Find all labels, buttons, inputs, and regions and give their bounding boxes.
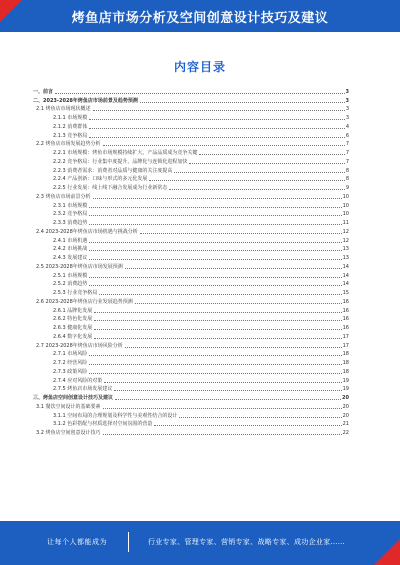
toc-entry[interactable] [33,235,349,244]
toc-entry-label: 2.7.3 政策风险 [53,368,88,375]
toc-entry-page: 6 [345,132,349,139]
toc-entry-label: 3.1.1 空间布局的合理规划及科学性与美观性结合的设计 [53,412,178,419]
toc-entry-label: 2.2.4 产品创新：口味与形式的多元化发展 [53,176,148,183]
toc-entry[interactable] [33,86,349,95]
toc-entry-label: 3.1 餐饮空间设计的基础要素 [36,403,101,410]
toc-entry-page: 12 [342,237,349,244]
toc-entry-page: 10 [342,193,349,200]
toc-entry-label: 2.5 2023-2028年烤鱼店市场发展预测 [36,263,123,270]
toc-entry-page: 8 [345,167,349,174]
toc-entry-page: 18 [342,368,349,375]
toc-entry[interactable] [33,182,349,191]
toc-entry[interactable] [33,401,349,410]
toc-entry[interactable] [33,226,349,235]
toc-entry-page: 3 [345,106,349,113]
footer-slogan: 让每个人都能成为 [47,538,107,546]
toc-entry-page: 7 [345,158,349,165]
toc-entry-page: 3 [345,115,349,121]
toc-entry-label: 2.1.2 消费群体 [53,123,88,130]
toc-entry-label: 2.7.4 应对风险的对策 [53,377,103,384]
toc-leader-dots [140,232,342,234]
toc-entry-page: 14 [342,263,349,270]
toc-entry-label: 3.1.2 色彩搭配与材质选择对空间氛围的营造 [53,421,153,428]
toc-leader-dots [114,389,341,391]
toc-leader-dots [169,188,344,190]
toc-entry[interactable] [33,331,349,340]
toc-entry-label: 2.1 烤鱼店市场现状概述 [36,106,91,113]
toc-entry[interactable] [33,174,349,183]
toc-entry-label: 2.4.3 发展建议 [53,255,88,261]
toc-entry-label: 一、前言 [33,88,54,95]
toc-leader-dots [125,346,342,348]
toc-entry-page: 20 [342,403,349,410]
toc-entry[interactable] [33,296,349,305]
toc-entry-label: 2.2.2 竞争格局：行业集中度提升，品牌化与连锁化进程加快 [53,158,188,165]
toc-leader-dots [89,127,345,129]
toc-entry-page: 14 [342,281,349,288]
toc-entry-label: 2.1.1 市场规模 [53,115,88,121]
toc-entry-label: 2.2.5 行业发展：线上线下融合发展成为行业新常态 [53,185,168,191]
toc-entry-page: 20 [342,412,349,419]
toc-entry-page: 12 [342,228,349,235]
toc-entry-page: 9 [345,185,349,191]
toc-entry-page: 20 [342,395,349,401]
toc-leader-dots [154,424,341,426]
toc-leader-dots [94,328,341,330]
toc-entry[interactable] [33,322,349,331]
toc-entry-page: 16 [342,325,349,331]
toc-entry-label: 二、2023-2028年烤鱼店市场前景及趋势预测 [33,97,138,104]
toc-entry-label: 2.2.1 市场规模：烤鱼市场规模持续扩大，产品品质成为竞争关键 [53,150,198,156]
toc-entry-label: 2.3.1 市场规模 [53,202,88,209]
toc-entry-page: 4 [345,123,349,130]
toc-entry-label: 2.5.3 行业竞争格局 [53,290,98,296]
toc-entry-page: 10 [342,202,349,209]
toc-entry[interactable] [33,287,349,296]
toc-entry-page: 18 [342,351,349,358]
toc-entry[interactable] [33,279,349,288]
toc-entry[interactable] [33,209,349,218]
toc-entry[interactable] [33,392,349,401]
toc-entry-page: 13 [342,246,349,253]
toc-entry-label: 2.6 2023-2028年烤鱼店行业发展趋势预测 [36,298,133,305]
toc-entry-label: 2.5.1 市场规模 [53,272,88,279]
toc-entry[interactable] [33,139,349,148]
toc-entry[interactable] [33,147,349,156]
toc-entry[interactable] [33,95,349,104]
toc-entry-label: 三、烤鱼店空间创意设计技巧及建议 [33,395,114,401]
toc-entry-page: 7 [345,141,349,148]
footer-banner [0,521,400,565]
toc-leader-dots [89,258,341,260]
toc-entry-page: 16 [342,307,349,314]
toc-leader-dots [103,433,342,435]
toc-entry[interactable] [33,261,349,270]
toc-entry-label: 2.4 2023-2028年烤鱼店市场机遇与挑战分析 [36,228,138,235]
toc-leader-dots [199,153,344,155]
toc-leader-dots [89,354,341,356]
toc-entry[interactable] [33,244,349,253]
toc-entry-label: 2.4.2 市场挑战 [53,246,88,253]
toc-entry-label: 2.3.2 竞争格局 [53,211,88,218]
toc-leader-dots [89,284,341,286]
toc-entry-page: 15 [342,290,349,296]
toc-entry-label: 2.6.2 特色化发展 [53,316,93,323]
toc-entry[interactable] [33,375,349,384]
toc-entry-label: 2.4.1 市场机遇 [53,237,88,244]
toc-entry[interactable] [33,104,349,113]
toc-entry-page: 7 [345,150,349,156]
toc-leader-dots [135,302,342,304]
toc-entry-page: 19 [342,377,349,384]
toc-entry[interactable] [33,156,349,165]
header-banner [0,0,400,32]
toc-leader-dots [89,118,345,120]
toc-entry[interactable] [33,366,349,375]
toc-entry[interactable] [33,200,349,209]
toc-entry[interactable] [33,270,349,279]
toc-entry[interactable] [33,340,349,349]
toc-entry[interactable] [33,305,349,314]
toc-entry-page: 16 [342,298,349,305]
toc-entry[interactable] [33,121,349,130]
toc-entry[interactable] [33,191,349,200]
toc-entry-page: 3 [345,88,349,95]
toc-leader-dots [99,293,341,295]
toc-entry-label: 2.5.2 消费趋势 [53,281,88,288]
toc-entry-page: 8 [345,176,349,183]
toc-leader-dots [55,92,345,94]
toc-leader-dots [94,319,341,321]
toc-entry-page: 3 [345,97,349,104]
toc-entry[interactable] [33,165,349,174]
toc-leader-dots [179,416,341,418]
toc-entry[interactable] [33,112,349,121]
footer-corner-decoration [374,539,400,565]
table-of-contents [33,86,349,436]
toc-leader-dots [93,197,342,199]
toc-entry-page: 19 [342,386,349,393]
toc-entry-page: 13 [342,255,349,261]
toc-entry-label: 2.7.2 经营风险 [53,360,88,366]
toc-entry[interactable] [33,384,349,393]
toc-leader-dots [94,337,341,339]
toc-leader-dots [89,206,341,208]
toc-entry-label: 2.7 2023-2028年烤鱼店市场风险分析 [36,342,123,349]
toc-entry-label: 2.6.1 品牌化发展 [53,307,93,314]
toc-leader-dots [89,372,341,374]
toc-leader-dots [125,267,342,269]
toc-leader-dots [89,249,341,251]
toc-leader-dots [115,398,341,400]
toc-entry-label: 2.3.3 消费趋势 [53,220,88,226]
toc-leader-dots [149,179,344,181]
toc-entry[interactable] [33,410,349,419]
toc-entry-label: 2.1.3 竞争格局 [53,132,88,139]
toc-entry[interactable] [33,130,349,139]
toc-leader-dots [89,136,345,138]
toc-entry-page: 17 [342,333,349,340]
toc-entry-page: 10 [342,211,349,218]
footer-divider [128,532,129,552]
toc-entry-label: 2.6.4 数字化发展 [53,333,93,340]
toc-entry-label: 2.3 烤鱼店市场前景分析 [36,193,91,200]
toc-entry-label: 2.2.3 消费者需求：消费者对品质与健康的关注度提高 [53,167,173,174]
toc-entry-label: 2.6.3 健康化发展 [53,325,93,331]
toc-leader-dots [89,241,341,243]
toc-entry-page: 18 [342,360,349,366]
toc-leader-dots [89,214,341,216]
toc-entry[interactable] [33,427,349,436]
toc-leader-dots [89,363,341,365]
toc-leader-dots [103,407,342,409]
toc-leader-dots [89,276,341,278]
toc-leader-dots [174,171,344,173]
toc-entry[interactable] [33,314,349,323]
toc-entry-label: 2.2 烤鱼店市场发展趋势分析 [36,141,101,148]
toc-entry-page: 16 [342,316,349,323]
toc-entry[interactable] [33,357,349,366]
toc-entry[interactable] [33,349,349,358]
toc-entry-page: 21 [342,421,349,428]
toc-leader-dots [93,109,345,111]
toc-leader-dots [104,381,341,383]
toc-entry-page: 22 [342,430,349,436]
toc-leader-dots [140,101,345,103]
toc-leader-dots [89,223,341,225]
toc-entry[interactable] [33,252,349,261]
toc-leader-dots [189,162,344,164]
footer-tagline: 行业专家、管理专家、营销专家、战略专家、成功企业家…… [148,538,346,546]
toc-leader-dots [94,311,341,313]
toc-heading: 内容目录 [173,60,226,74]
toc-entry-label: 2.7.1 市场风险 [53,351,88,358]
toc-entry-page: 11 [342,220,349,226]
toc-entry-label: 2.7.5 烤鱼店市场发展建议 [53,386,113,393]
toc-entry-page: 17 [342,342,349,349]
toc-entry[interactable] [33,217,349,226]
toc-entry-page: 14 [342,272,349,279]
document-title: 烤鱼店市场分析及空间创意设计技巧及建议 [71,11,329,26]
toc-entry[interactable] [33,419,349,428]
toc-entry-label: 3.2 烤鱼店空间创意设计技巧 [36,430,101,436]
toc-leader-dots [103,144,345,146]
